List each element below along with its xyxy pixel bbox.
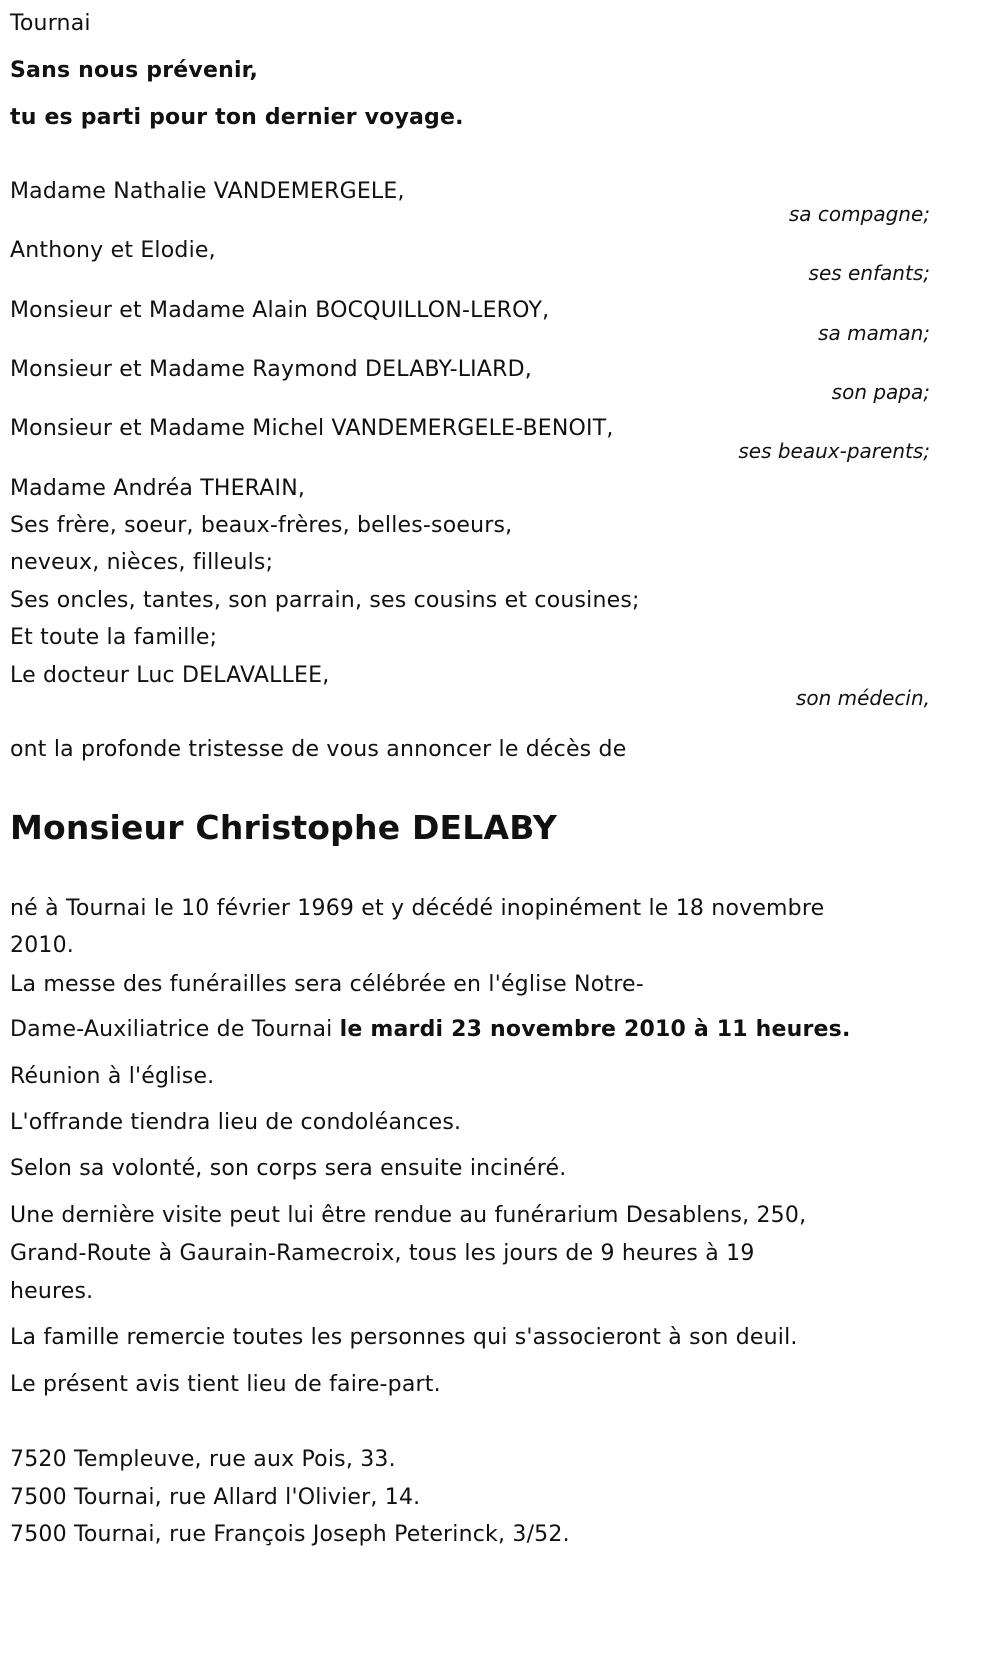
intro-line: Sans nous prévenir, <box>10 58 259 83</box>
family-name: Anthony et Elodie, <box>10 238 216 263</box>
family-name: Le docteur Luc DELAVALLEE, <box>10 663 330 688</box>
family-relation: son médecin, <box>795 686 930 710</box>
announcement: ont la profonde tristesse de vous annoncer le décès de <box>10 737 627 762</box>
address: 7520 Templeuve, rue aux Pois, 33. <box>10 1447 396 1472</box>
cremation: Selon sa volonté, son corps sera ensuite incinéré. <box>10 1156 567 1181</box>
thanks: La famille remercie toutes les personnes qui s'associeront à son deuil. <box>10 1325 798 1350</box>
intro-line: tu es parti pour ton dernier voyage. <box>10 105 464 130</box>
mass-place: Dame-Auxiliatrice de Tournai <box>10 1017 340 1042</box>
family-relation: sa maman; <box>818 321 930 345</box>
birth-line: né à Tournai le 10 février 1969 et y décédé inopinément le 18 novembre <box>10 896 825 921</box>
family-name: Madame Andréa THERAIN, <box>10 476 306 501</box>
deceased-name: Monsieur Christophe DELABY <box>10 808 557 847</box>
mass-date: le mardi 23 novembre 2010 à 11 heures. <box>339 1017 851 1042</box>
family-name: Monsieur et Madame Raymond DELABY-LIARD, <box>10 357 532 382</box>
family-name: neveux, nièces, filleuls; <box>10 550 274 575</box>
notice: Le présent avis tient lieu de faire-part. <box>10 1372 441 1397</box>
family-name: Monsieur et Madame Michel VANDEMERGELE-BENOIT, <box>10 416 614 441</box>
meeting: Réunion à l'église. <box>10 1064 215 1089</box>
visit-line: Grand-Route à Gaurain-Ramecroix, tous les jours de 9 heures à 19 <box>10 1241 755 1266</box>
family-name: Monsieur et Madame Alain BOCQUILLON-LEROY, <box>10 298 550 323</box>
family-name: Ses oncles, tantes, son parrain, ses cousins et cousines; <box>10 588 640 613</box>
family-relation: ses beaux-parents; <box>738 439 930 463</box>
address: 7500 Tournai, rue Allard l'Olivier, 14. <box>10 1485 421 1510</box>
family-name: Madame Nathalie VANDEMERGELE, <box>10 179 405 204</box>
family-relation: sa compagne; <box>788 202 930 226</box>
family-relation: ses enfants; <box>808 261 930 285</box>
mass-line <box>10 1016 851 1044</box>
family-relation: son papa; <box>831 380 930 404</box>
mass-line: La messe des funérailles sera célébrée en l'église Notre- <box>10 972 644 997</box>
birth-line: 2010. <box>10 933 74 958</box>
address: 7500 Tournai, rue François Joseph Peterinck, 3/52. <box>10 1522 570 1547</box>
visit-line: heures. <box>10 1279 94 1304</box>
family-name: Et toute la famille; <box>10 625 218 650</box>
city: Tournai <box>10 11 91 36</box>
family-name: Ses frère, soeur, beaux-frères, belles-soeurs, <box>10 513 513 538</box>
visit-line: Une dernière visite peut lui être rendue au funérarium Desablens, 250, <box>10 1203 807 1228</box>
offering: L'offrande tiendra lieu de condoléances. <box>10 1110 462 1135</box>
